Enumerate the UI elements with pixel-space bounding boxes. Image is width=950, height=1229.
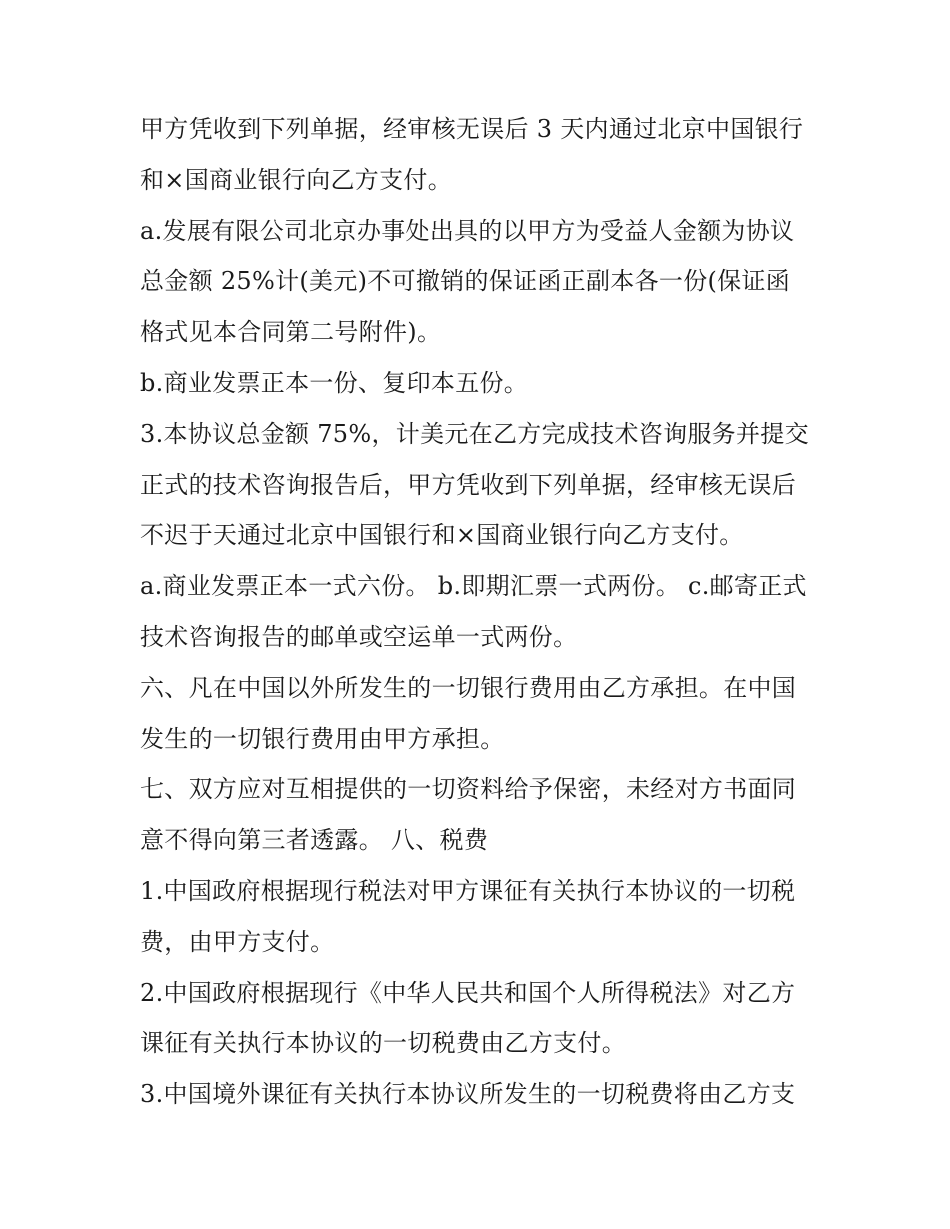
text-line: 七、双方应对互相提供的一切资料给予保密，未经对方书面同 (140, 775, 797, 804)
text-line: 六、凡在中国以外所发生的一切银行费用由乙方承担。在中国 (140, 673, 797, 702)
text-line: 技术咨询报告的邮单或空运单一式两份。 (140, 622, 578, 651)
text-line: 课征有关执行本协议的一切税费由乙方支付。 (140, 1029, 626, 1058)
text-line: 甲方凭收到下列单据，经审核无误后 3 天内通过北京中国银行 (140, 115, 804, 143)
text-line: b.商业发票正本一份、复印本五份。 (140, 368, 529, 397)
text-line: 发生的一切银行费用由甲方承担。 (140, 724, 505, 753)
text-line: 费，由甲方支付。 (140, 927, 335, 956)
text-line: 3.本协议总金额 75%，计美元在乙方完成技术咨询服务并提交 (140, 419, 809, 448)
text-line: 和×国商业银行向乙方支付。 (140, 165, 453, 194)
text-line: 1.中国政府根据现行税法对甲方课征有关执行本协议的一切税 (140, 876, 796, 905)
text-line: 不迟于天通过北京中国银行和×国商业银行向乙方支付。 (140, 521, 744, 550)
text-line: 2.中国政府根据现行《中华人民共和国个人所得税法》对乙方 (140, 978, 796, 1007)
text-line: 3.中国境外课征有关执行本协议所发生的一切税费将由乙方支 (140, 1080, 796, 1109)
text-line: a.发展有限公司北京办事处出具的以甲方为受益人金额为协议 (140, 216, 795, 245)
text-line: 意不得向第三者透露。 八、税费 (140, 826, 489, 855)
text-line: 正式的技术咨询报告后，甲方凭收到下列单据，经审核无误后 (140, 470, 797, 499)
text-line: 总金额 25%计(美元)不可撤销的保证函正副本各一份(保证函 (140, 267, 791, 296)
document-body (140, 104, 820, 1120)
text-line: a.商业发票正本一式六份。 b.即期汇票一式两份。 c.邮寄正式 (140, 572, 807, 601)
text-line: 格式见本合同第二号附件)。 (140, 318, 442, 347)
